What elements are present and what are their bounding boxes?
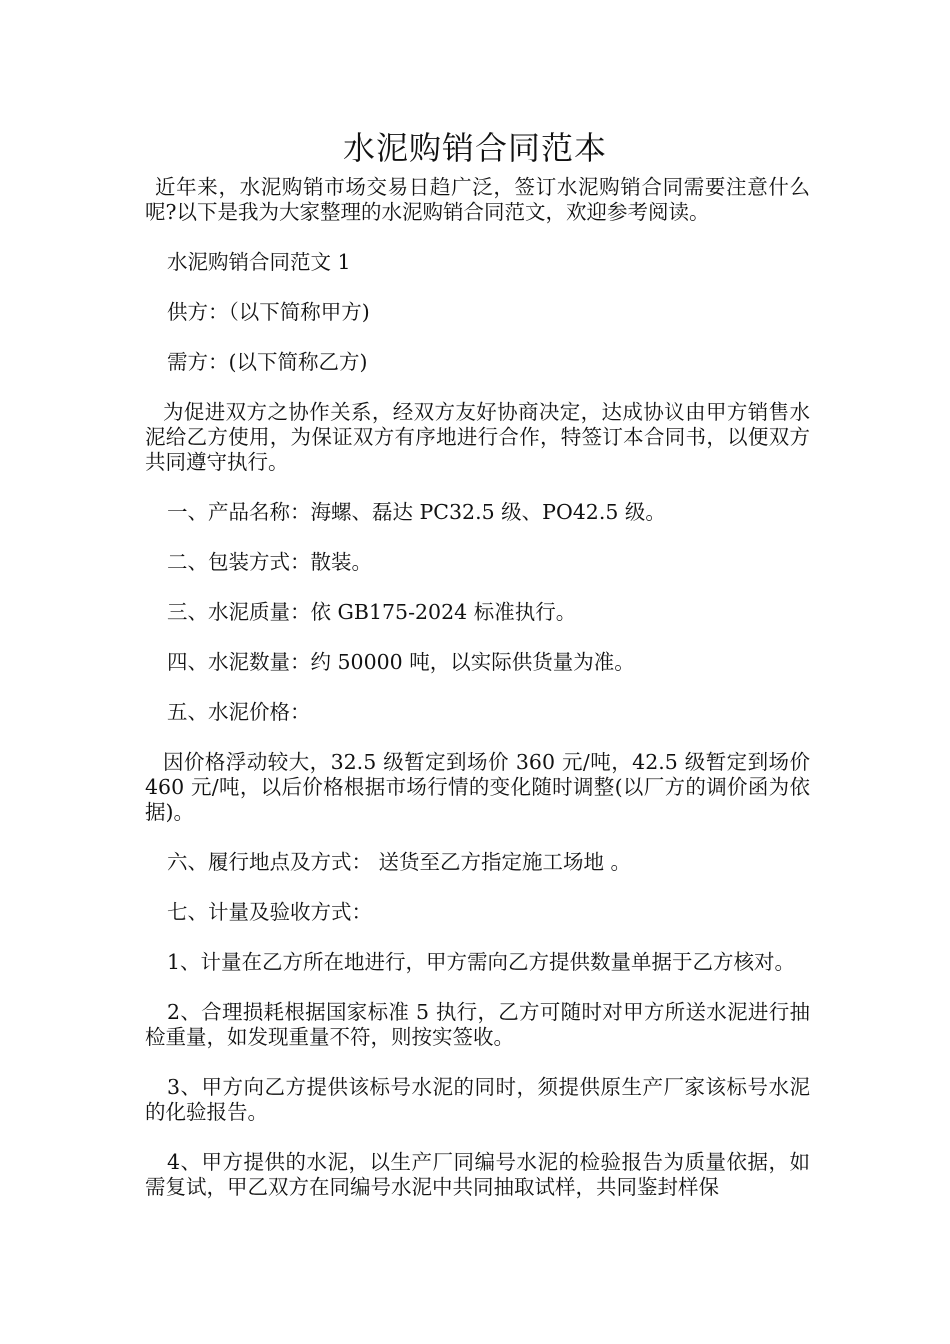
section-heading: 水泥购销合同范文 1 — [167, 250, 351, 274]
clause-quantity: 四、水泥数量：约 50000 吨，以实际供货量为准。 — [167, 650, 635, 674]
document-body — [145, 175, 810, 1225]
clause-price-detail: 因价格浮动较大，32.5 级暂定到场价 360 元/吨，42.5 级暂定到场价 460 元/吨，以后价格根据市场行情的变化随时调整(以厂方的调价函为依据)。 — [145, 750, 810, 824]
measurement-item-3: 3、甲方向乙方提供该标号水泥的同时，须提供原生产厂家该标号水泥的化验报告。 — [145, 1075, 810, 1124]
document-title: 水泥购销合同范本 — [342, 129, 607, 167]
measurement-item-2: 2、合理损耗根据国家标准 5 执行，乙方可随时对甲方所送水泥进行抽检重量，如发现重量不符，则按实签收。 — [145, 1000, 810, 1049]
intro-paragraph: 近年来，水泥购销市场交易日趋广泛，签订水泥购销合同需要注意什么呢?以下是我为大家整理的水泥购销合同范文，欢迎参考阅读。 — [145, 175, 810, 224]
clause-delivery: 六、履行地点及方式： 送货至乙方指定施工场地 。 — [167, 850, 632, 874]
supplier-line: 供方：（以下简称甲方) — [167, 300, 370, 324]
clause-packaging: 二、包装方式：散装。 — [167, 550, 372, 574]
clause-quality: 三、水泥质量：依 GB175-2024 标准执行。 — [167, 600, 577, 624]
clause-measurement-heading: 七、计量及验收方式： — [167, 900, 372, 924]
measurement-item-4: 4、甲方提供的水泥，以生产厂同编号水泥的检验报告为质量依据，如需复试，甲乙双方在同编号水泥中共同抽取试样，共同鉴封样保 — [145, 1150, 810, 1199]
clause-price-heading: 五、水泥价格： — [167, 700, 311, 724]
preamble-paragraph: 为促进双方之协作关系，经双方友好协商决定，达成协议由甲方销售水泥给乙方使用，为保证双方有序地进行合作，特签订本合同书，以便双方共同遵守执行。 — [145, 400, 810, 474]
buyer-line: 需方：(以下简称乙方) — [167, 350, 368, 374]
clause-product-name: 一、产品名称：海螺、磊达 PC32.5 级、PO42.5 级。 — [167, 500, 666, 524]
measurement-item-1: 1、计量在乙方所在地进行，甲方需向乙方提供数量单据于乙方核对。 — [167, 950, 796, 974]
